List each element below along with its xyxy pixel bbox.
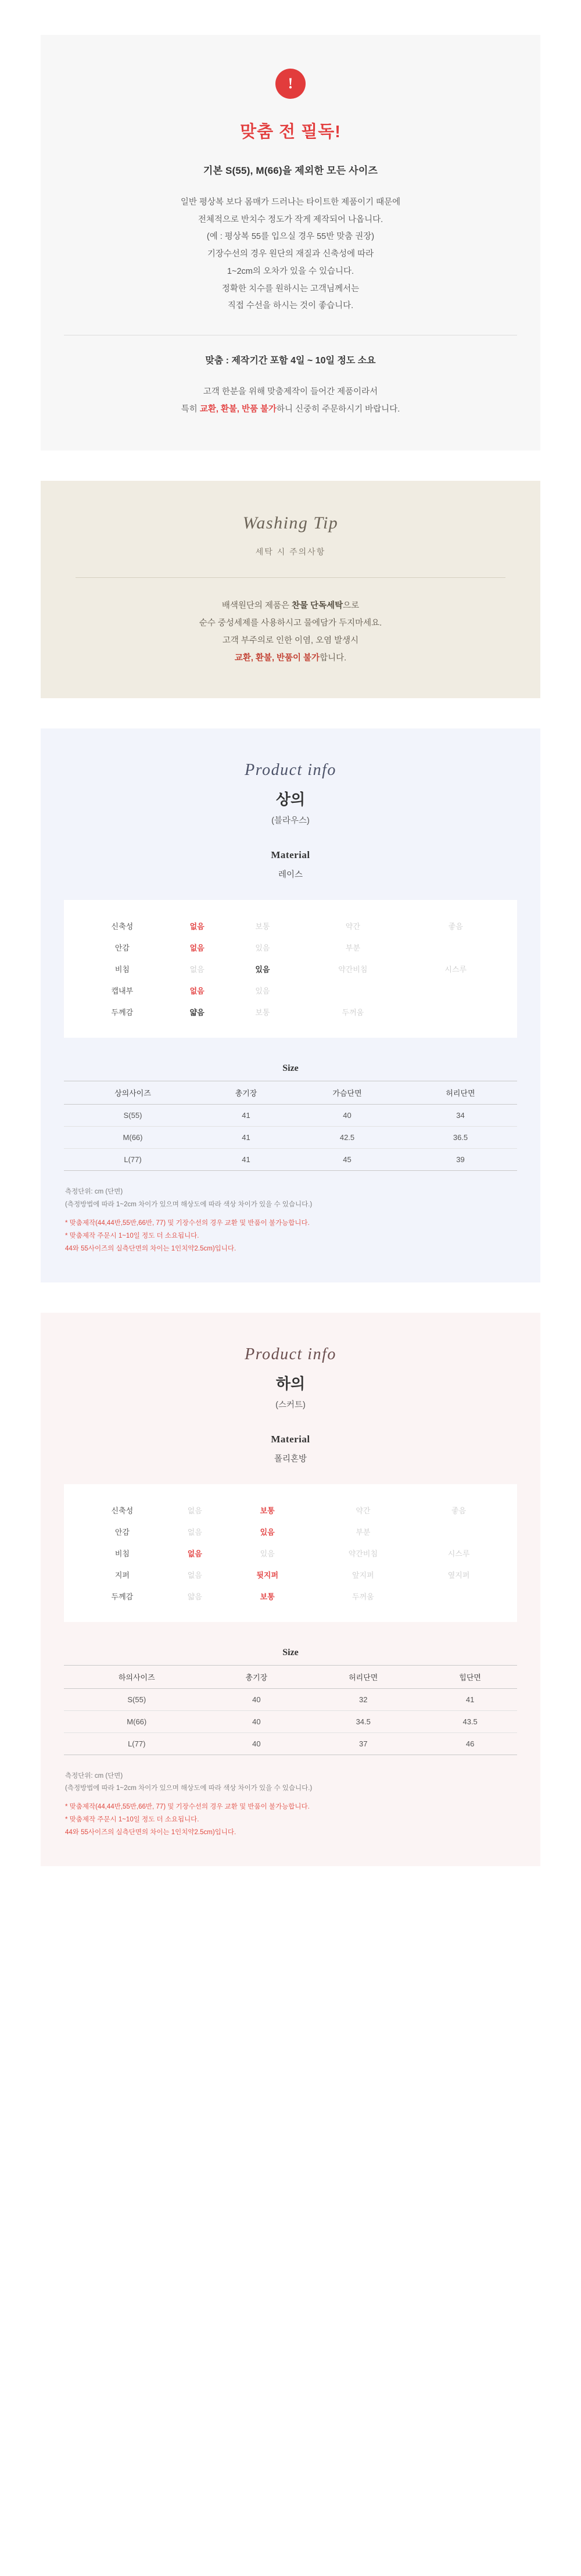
product-category: 상의 [275,791,306,809]
spec-cell: 없음 [189,922,205,931]
footnote-line: * 맞춤제작(44,44반,55반,66반, 77) 및 기장수선의 경우 교환 및 반품이 불가능합니다. [65,1220,310,1227]
washing-line-3: 고객 부주의로 인한 이염, 오염 발생시 [222,635,359,645]
spec-table [80,1499,501,1607]
spec-label: 안감 [114,944,130,953]
size-cell: 39 [404,1149,517,1171]
spec-cell [410,980,501,1001]
spec-cell: 약간비침 [348,1549,378,1558]
size-cell: L(77) [64,1732,210,1755]
table-row [80,1542,501,1564]
spec-label: 신축성 [111,922,134,931]
table-row [80,1499,501,1521]
spec-cell: 좋음 [448,922,463,931]
size-table [64,1081,517,1171]
size-block [64,1648,517,1755]
material-heading: Material [271,849,310,861]
bottom-spacer [0,1866,581,1901]
spec-cell: 있음 [260,1549,275,1558]
spec-cell: 없음 [187,1570,202,1580]
footnote-line: (측정방법에 따라 1~2cm 차이가 있으며 해상도에 따라 색상 차이가 있을 수 있습니다.) [65,1785,313,1792]
spec-cell: 뒷지퍼 [256,1570,279,1580]
size-cell: L(77) [64,1149,202,1171]
footnote-line: (측정방법에 따라 1~2cm 차이가 있으며 해상도에 따라 색상 차이가 있을 수 있습니다.) [65,1201,313,1209]
notice-body-line: 1~2cm의 오차가 있을 수 있습니다. [227,266,354,276]
spec-cell: 없음 [187,1506,202,1515]
size-cell: 40 [210,1688,304,1710]
spec-table-wrapper [64,1484,517,1622]
spec-label: 지퍼 [114,1570,130,1580]
spec-cell: 있음 [255,987,270,996]
notice-body [64,194,517,315]
washing-tip-section [41,481,540,698]
spec-cell: 있음 [260,1527,275,1537]
material-value: 폴리혼방 [274,1454,307,1464]
notice-footer-pre: 특히 [181,404,200,414]
product-category-sub: (블라우스) [271,816,310,826]
footnote-line: 측정단위: cm (단면) [65,1188,123,1196]
notice-body-line: 정확한 치수를 원하시는 고객님께서는 [221,284,360,294]
product-info-top-section [41,728,540,1282]
notice-body-line: 전체적으로 반치수 정도가 작게 제작되어 나옵니다. [198,215,383,224]
washing-line-1 [76,598,505,615]
notice-footer-line1: 고객 한분을 위해 맞춤제작이 들어간 제품이라서 [203,387,378,397]
footnote-line: 44와 55사이즈의 실측단면의 차이는 1인치약2.5cm)입니다. [65,1245,236,1252]
size-column-header: 허리단면 [404,1081,517,1105]
table-row [80,1521,501,1542]
spec-cell: 두꺼움 [352,1592,374,1601]
table-header-row [64,1081,517,1105]
spec-label: 두께감 [111,1008,134,1017]
size-table [64,1665,517,1755]
size-column-header: 허리단면 [303,1665,423,1688]
washing-line-4 [76,650,505,667]
notice-title: 맞춤 전 필독! [240,123,341,141]
size-column-header: 가슴단면 [290,1081,404,1105]
table-row [80,1564,501,1585]
table-row [80,1001,501,1023]
size-column-header: 힙단면 [423,1665,517,1688]
table-row [80,1585,501,1607]
washing-tip-title: Washing Tip [242,513,339,533]
size-cell: 41 [423,1688,517,1710]
product-detail-page [0,35,581,1901]
size-cell: 34.5 [303,1710,423,1732]
exclamation-icon: ! [275,69,306,99]
size-column-header: 하의사이즈 [64,1665,210,1688]
spec-cell: 약간 [356,1506,371,1515]
spec-label: 비침 [114,965,130,974]
spec-cell: 약간비침 [338,965,368,974]
spec-cell: 두꺼움 [342,1008,364,1017]
spec-cell: 시스루 [444,965,467,974]
spec-cell: 시스루 [447,1549,470,1558]
footnote-line: * 맞춤제작 주문시 1~10일 정도 더 소요됩니다. [65,1816,199,1824]
footnotes [64,1186,517,1255]
spec-label: 두께감 [111,1592,134,1601]
size-column-header: 총기장 [202,1081,290,1105]
notice-footer-line2 [64,401,517,419]
table-row [64,1710,517,1732]
must-read-notice-section [41,35,540,451]
size-cell: 46 [423,1732,517,1755]
footnote-spacer [65,1212,517,1217]
washing-line1-highlight: 찬물 단독세탁 [292,601,343,611]
spec-cell: 없음 [187,1527,202,1537]
spec-cell: 얇음 [189,1008,205,1017]
table-row [80,958,501,980]
notice-body-line: (예 : 평상복 55를 입으실 경우 55반 맞춤 권장) [206,232,375,242]
spec-cell: 부분 [345,944,360,953]
notice-body-line: 일반 평상복 보다 몸매가 드러나는 타이트한 제품이기 때문에 [180,198,401,207]
spec-table-wrapper [64,900,517,1038]
table-row [64,1149,517,1171]
material-value: 레이스 [278,870,303,880]
size-column-header: 총기장 [210,1665,304,1688]
spec-cell: 얇음 [187,1592,202,1601]
size-cell: M(66) [64,1127,202,1149]
size-cell: 37 [303,1732,423,1755]
size-heading: Size [282,1063,299,1074]
spec-cell: 있음 [255,965,270,974]
table-row [80,915,501,937]
spec-cell [295,980,410,1001]
size-cell: 34 [404,1105,517,1127]
notice-subtitle: 기본 S(55), M(66)을 제외한 모든 사이즈 [203,165,378,176]
spec-cell: 없음 [187,1549,202,1558]
spec-cell [417,1585,501,1607]
footnote-line: 44와 55사이즈의 실측단면의 차이는 1인치약2.5cm)입니다. [65,1828,236,1836]
notice-footer-post: 하니 신중히 주문하시기 바랍니다. [277,404,400,414]
spec-label: 비침 [114,1549,130,1558]
size-cell: 40 [290,1105,404,1127]
spec-cell: 보통 [255,1008,270,1017]
table-row [64,1688,517,1710]
notice-footer [64,384,517,418]
spec-cell: 부분 [356,1527,371,1537]
size-cell: 42.5 [290,1127,404,1149]
footnote-line: 측정단위: cm (단면) [65,1772,123,1780]
size-cell: 40 [210,1732,304,1755]
table-row [80,980,501,1001]
size-heading: Size [282,1647,299,1657]
size-column-header: 상의사이즈 [64,1081,202,1105]
washing-line-2: 순수 중성세제를 사용하시고 물에담가 두지마세요. [199,619,382,628]
spec-cell [410,1001,501,1023]
product-info-title: Product info [245,1345,336,1363]
spec-cell: 없음 [189,987,205,996]
spec-cell: 보통 [260,1506,275,1515]
size-cell: 43.5 [423,1710,517,1732]
size-cell: 41 [202,1149,290,1171]
product-category-sub: (스커트) [275,1400,306,1410]
footnote-spacer [65,1795,517,1801]
table-row [80,937,501,958]
size-cell: 41 [202,1105,290,1127]
spec-cell: 없음 [189,965,205,974]
size-cell: 45 [290,1149,404,1171]
spec-cell [410,937,501,958]
footnote-line: * 맞춤제작 주문시 1~10일 정도 더 소요됩니다. [65,1232,199,1239]
spec-cell [417,1521,501,1542]
washing-line1-pre: 배색원단의 제품은 [221,601,292,611]
spec-table [80,915,501,1023]
spec-cell: 앞지퍼 [352,1570,374,1580]
spec-label: 캡내부 [111,987,134,996]
spec-cell: 없음 [189,944,205,953]
product-info-title: Product info [245,761,336,780]
washing-tip-subtitle: 세탁 시 주의사항 [255,547,326,557]
notice-production-time: 맞춤 : 제작기간 포함 4일 ~ 10일 정도 소요 [205,356,376,366]
washing-tip-body [76,598,505,667]
spec-cell: 보통 [255,922,270,931]
size-cell: S(55) [64,1105,202,1127]
spec-cell: 좋음 [451,1506,467,1515]
size-cell: 36.5 [404,1127,517,1149]
washing-line4-post: 합니다. [320,653,347,663]
spec-cell: 약간 [345,922,360,931]
spec-cell: 보통 [260,1592,275,1601]
product-info-bottom-section [41,1313,540,1866]
divider [76,577,505,578]
table-row [64,1127,517,1149]
notice-body-line: 직접 수선을 하시는 것이 좋습니다. [227,301,354,311]
table-row [64,1732,517,1755]
spec-cell: 있음 [255,944,270,953]
notice-body-line: 기장수선의 경우 원단의 재질과 신축성에 따라 [207,249,374,259]
spec-cell: 옆지퍼 [447,1570,470,1580]
footnotes [64,1770,517,1839]
washing-line4-highlight: 교환, 환불, 반품이 불가 [234,653,320,663]
notice-footer-highlight: 교환, 환불, 반품 불가 [199,404,277,414]
product-category: 하의 [275,1374,306,1392]
table-row [64,1105,517,1127]
washing-line1-post: 으로 [343,601,360,611]
footnote-line: * 맞춤제작(44,44반,55반,66반, 77) 및 기장수선의 경우 교환 및 반품이 불가능합니다. [65,1803,310,1811]
size-cell: M(66) [64,1710,210,1732]
spec-label: 안감 [114,1527,130,1537]
spec-label: 신축성 [111,1506,134,1515]
material-heading: Material [271,1433,310,1445]
size-cell: 40 [210,1710,304,1732]
table-header-row [64,1665,517,1688]
size-cell: S(55) [64,1688,210,1710]
size-cell: 32 [303,1688,423,1710]
size-cell: 41 [202,1127,290,1149]
size-block [64,1063,517,1171]
